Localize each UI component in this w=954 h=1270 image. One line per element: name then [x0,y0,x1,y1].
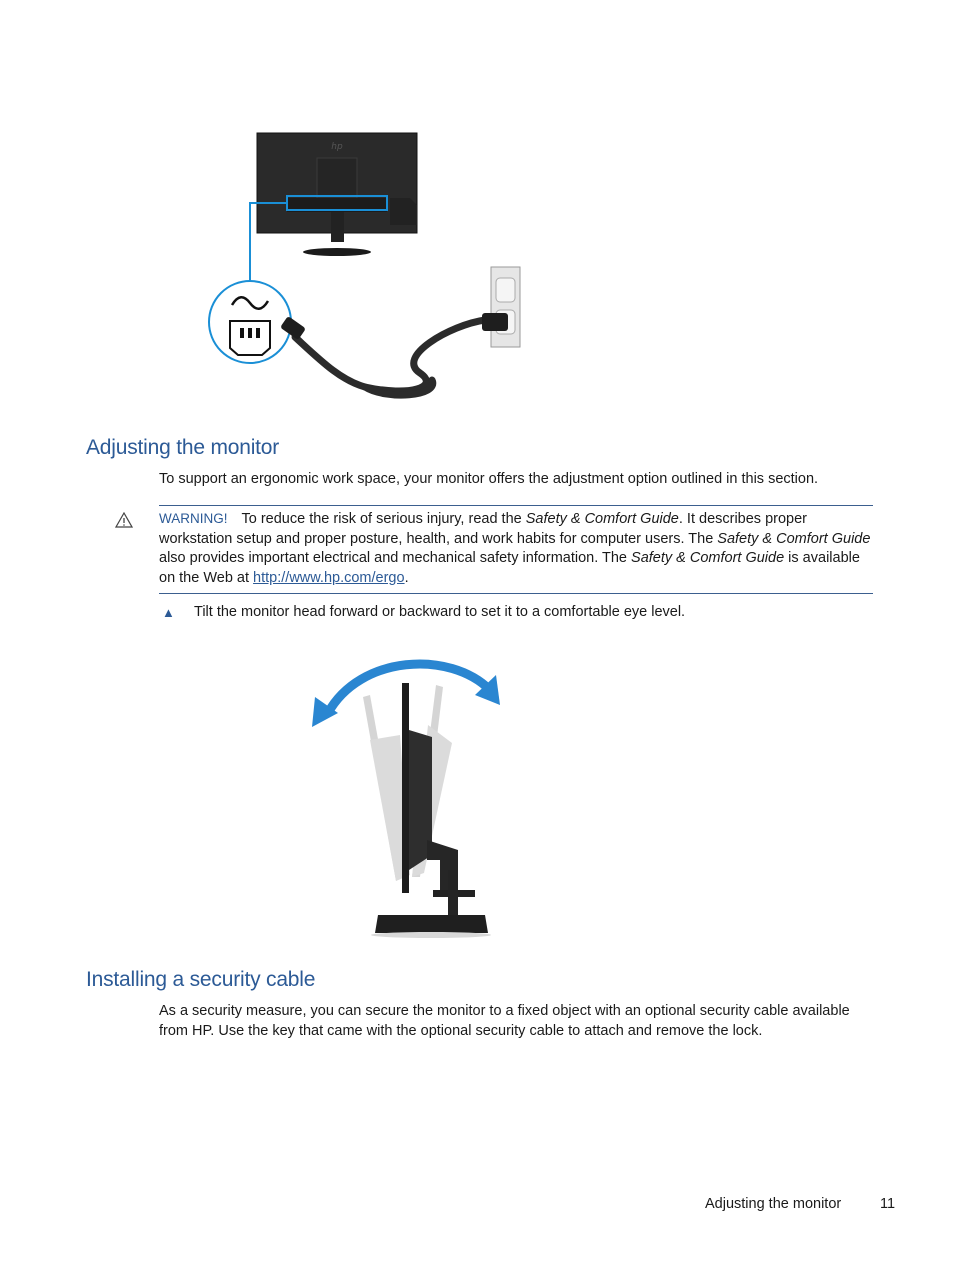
section-heading-adjusting: Adjusting the monitor [86,436,280,459]
warning-callout [159,505,873,594]
power-plug [482,313,508,331]
page-number: 11 [880,1196,896,1212]
warning-text-part: is available on the Web at [159,550,860,586]
warning-label: WARNING! [159,511,228,526]
warning-text-part: . [404,569,409,586]
warning-text-part: . It describes proper workstation setup and proper posture, health, and work habits for computer users. The [159,511,808,547]
warning-text-part: To reduce the risk of serious injury, read the [241,511,526,527]
monitor-back-illustration [257,133,417,256]
warning-text-part: also provides important electrical and mechanical safety information. The [159,550,632,566]
section-heading-security: Installing a security cable [86,968,316,991]
step-text: Tilt the monitor head forward or backward to set it to a comfortable eye level. [194,604,686,620]
adjusting-intro: To support an ergonomic work space, your monitor offers the adjustment option outlined in this section. [159,471,819,487]
guide-title: Safety & Comfort Guide [717,530,871,547]
security-body: As a security measure, you can secure the monitor to a fixed object with an optional security cable available from HP. Use the key that came with the optional security cable to attach and remove the lock. [159,1003,850,1039]
warning-text [159,509,873,588]
wall-outlet-illustration [491,267,520,347]
guide-title: Safety & Comfort Guide [525,511,679,527]
power-cord [295,320,485,391]
ergo-link[interactable]: http://www.hp.com/ergo [253,569,405,586]
footer-section-title: Adjusting the monitor [705,1196,842,1212]
hp-logo: hp [331,142,343,152]
guide-title: Safety & Comfort Guide [631,550,785,566]
warning-icon [115,512,133,528]
power-connection-figure [200,125,540,415]
step-bullet-icon: ▲ [162,605,175,620]
tilt-monitor-figure [300,645,515,940]
